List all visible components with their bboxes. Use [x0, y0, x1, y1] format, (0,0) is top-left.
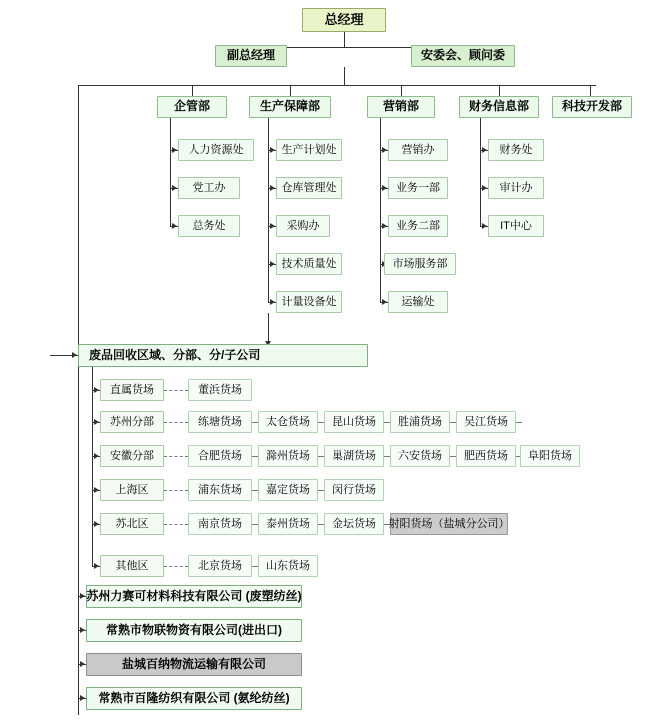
node-sub-hr: 人力资源处 — [178, 139, 254, 161]
node-company-yancheng-bainuo: 盐城百纳物流运输有限公司 — [86, 653, 302, 676]
arrow-col3-3 — [382, 223, 387, 229]
node-yard-hefei: 合肥货场 — [188, 445, 252, 467]
node-yard-nanjing: 南京货场 — [188, 513, 252, 535]
node-general-manager: 总经理 — [302, 8, 386, 32]
node-safety-committee: 安委会、顾问委 — [411, 45, 515, 67]
node-company-bailong: 常熟市百隆纺织有限公司 (氨纶纺丝) — [86, 687, 302, 710]
node-sub-finance: 财务处 — [488, 139, 544, 161]
node-region-subei: 苏北区 — [100, 513, 164, 535]
node-yard-shengpu: 胜浦货场 — [390, 411, 450, 433]
arrow-company-3 — [80, 661, 85, 667]
dash-r2-1 — [164, 422, 188, 423]
node-yard-kunshan: 昆山货场 — [324, 411, 384, 433]
arrow-col3-5 — [382, 299, 387, 305]
connector-title-to-dept — [344, 67, 345, 85]
node-company-lisaike: 苏州力赛可材料科技有限公司 (废塑纺丝) — [86, 585, 302, 608]
dash-r5-1 — [164, 524, 188, 525]
node-dept-caiwuxinxibu: 财务信息部 — [459, 96, 539, 118]
connector-title-down — [344, 32, 345, 47]
node-yard-minhang: 闵行货场 — [324, 479, 384, 501]
node-company-wulian: 常熟市物联物资有限公司(进出口) — [86, 619, 302, 642]
node-yard-chuzhou: 滁州货场 — [258, 445, 318, 467]
connector-main-trunk — [78, 85, 79, 715]
node-yard-fuyang: 阜阳货场 — [520, 445, 580, 467]
node-sub-market-service: 市场服务部 — [384, 253, 456, 275]
node-sub-marketing-office: 营销办 — [388, 139, 448, 161]
arrow-region-6 — [94, 563, 99, 569]
node-sub-business-unit-2: 业务二部 — [388, 215, 448, 237]
node-sub-audit-office: 审计办 — [488, 177, 544, 199]
node-sub-production-plan: 生产计划处 — [276, 139, 342, 161]
connector-region-spine — [92, 367, 93, 567]
node-sub-transport: 运输处 — [388, 291, 448, 313]
node-sub-tech-quality: 技术质量处 — [276, 253, 342, 275]
arrow-region-2 — [94, 419, 99, 425]
node-yard-jiading: 嘉定货场 — [258, 479, 318, 501]
arrow-col4-3 — [482, 223, 487, 229]
node-region-shanghai: 上海区 — [100, 479, 164, 501]
node-sub-purchasing: 采购办 — [276, 215, 330, 237]
arrow-col1-1 — [172, 147, 177, 153]
dash-r2-6 — [516, 422, 522, 423]
node-yard-jintan: 金坛货场 — [324, 513, 384, 535]
arrow-company-1 — [80, 593, 85, 599]
arrow-col1-2 — [172, 185, 177, 191]
node-deputy-general-manager: 副总经理 — [215, 45, 287, 67]
node-yard-liantang: 练塘货场 — [188, 411, 252, 433]
node-dept-shengchanbaozhangbu: 生产保障部 — [249, 96, 331, 118]
connector-col2-spine — [268, 118, 269, 302]
node-yard-feixi: 肥西货场 — [456, 445, 516, 467]
node-sub-it-center: IT中心 — [488, 215, 544, 237]
node-sub-party-office: 党工办 — [178, 177, 240, 199]
arrow-col3-2 — [382, 185, 387, 191]
node-sub-business-unit-1: 业务一部 — [388, 177, 448, 199]
connector-col3-spine — [380, 118, 381, 302]
connector-col2-to-band — [268, 313, 269, 343]
arrow-col3-1 — [382, 147, 387, 153]
arrow-region-4 — [94, 487, 99, 493]
node-yard-wujiang: 吴江货场 — [456, 411, 516, 433]
arrow-region-3 — [94, 453, 99, 459]
arrow-col2-5 — [270, 299, 275, 305]
arrow-band — [72, 352, 77, 358]
node-sub-warehouse: 仓库管理处 — [276, 177, 342, 199]
connector-col4-spine — [480, 118, 481, 226]
node-yard-sheyang: 射阳货场（盐城分公司） — [390, 513, 508, 535]
node-sub-general-affairs: 总务处 — [178, 215, 240, 237]
node-yard-dongbang: 董浜货场 — [188, 379, 252, 401]
arrow-col2-3 — [270, 223, 275, 229]
node-dept-yingxiaobu: 营销部 — [367, 96, 435, 118]
node-dept-kejikaifabu: 科技开发部 — [552, 96, 632, 118]
dash-r3-1 — [164, 456, 188, 457]
node-yard-taizhou: 泰州货场 — [258, 513, 318, 535]
node-region-zhishu: 直属货场 — [100, 379, 164, 401]
arrow-col2-4 — [270, 261, 275, 267]
node-region-suzhou: 苏州分部 — [100, 411, 164, 433]
arrow-col2-1 — [270, 147, 275, 153]
node-yard-pudong: 浦东货场 — [188, 479, 252, 501]
node-dept-qiguanbu: 企管部 — [157, 96, 227, 118]
node-region-anhui: 安徽分部 — [100, 445, 164, 467]
arrow-col1-3 — [172, 223, 177, 229]
connector-col1-spine — [170, 118, 171, 226]
node-sub-metering-equipment: 计量设备处 — [276, 291, 342, 313]
arrow-col4-2 — [482, 185, 487, 191]
dash-r1-1 — [164, 390, 188, 391]
node-region-other: 其他区 — [100, 555, 164, 577]
node-yard-beijing: 北京货场 — [188, 555, 252, 577]
node-yard-taicang: 太仓货场 — [258, 411, 318, 433]
arrow-col4-1 — [482, 147, 487, 153]
node-yard-liuan: 六安货场 — [390, 445, 450, 467]
dash-r6-1 — [164, 566, 188, 567]
connector-dept-bus — [78, 85, 596, 86]
arrow-company-4 — [80, 695, 85, 701]
arrow-region-5 — [94, 521, 99, 527]
arrow-col2-2 — [270, 185, 275, 191]
arrow-company-2 — [80, 627, 85, 633]
arrow-region-1 — [94, 387, 99, 393]
node-band-recycling: 废品回收区域、分部、分/子公司 — [78, 344, 368, 367]
node-yard-chaohu: 巢湖货场 — [324, 445, 384, 467]
node-yard-shandong: 山东货场 — [258, 555, 318, 577]
dash-r4-1 — [164, 490, 188, 491]
